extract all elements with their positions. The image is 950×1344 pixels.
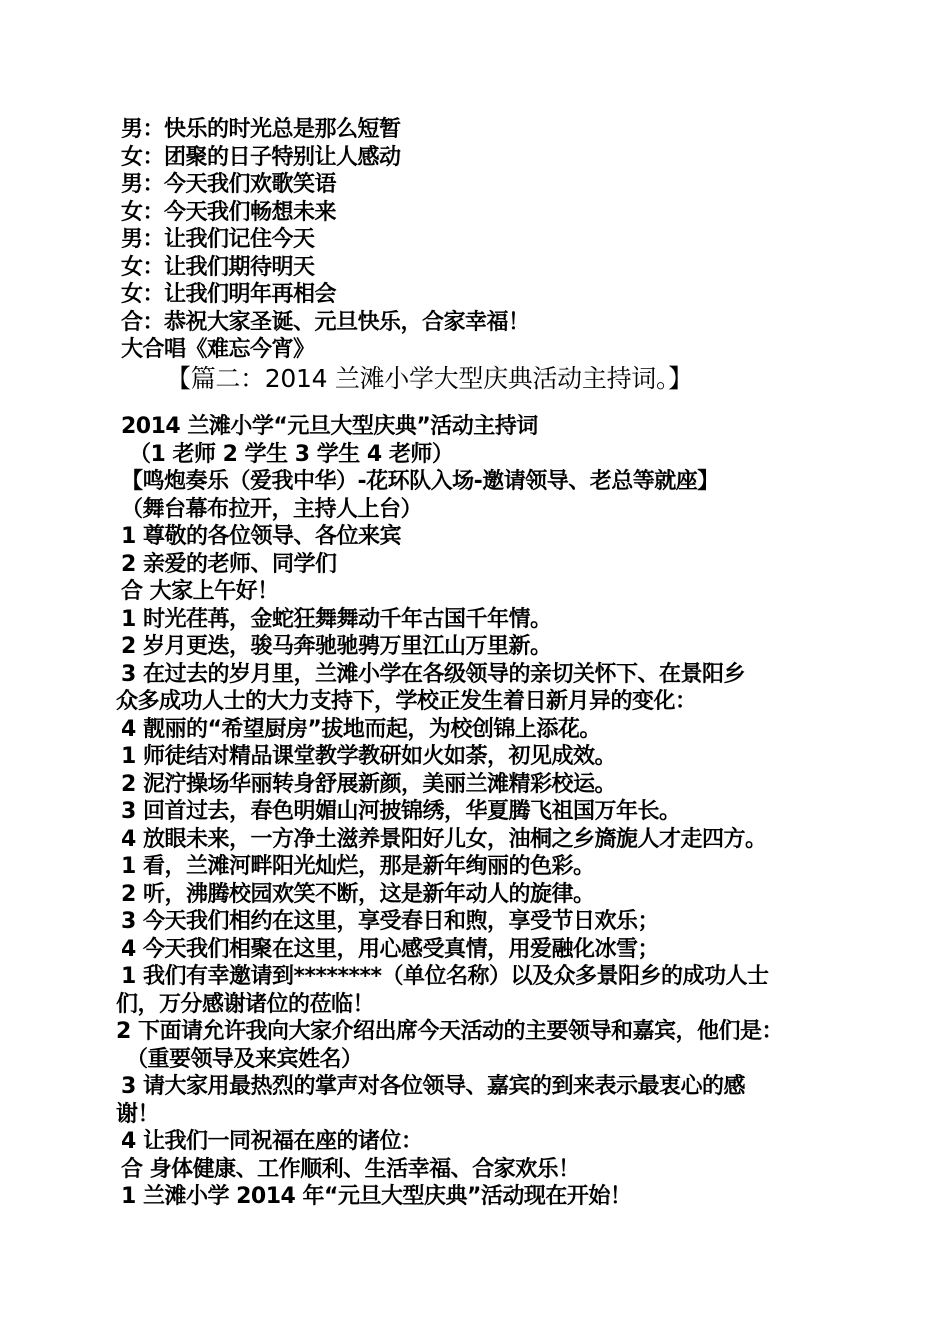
script-line: 4 今天我们相聚在这里，用心感受真情，用爱融化冰雪；	[121, 936, 659, 962]
dialogue-line: 女：今天我们畅想未来	[121, 199, 337, 225]
script-title: 2014 兰滩小学“元旦大型庆典”活动主持词	[121, 414, 538, 439]
script-line: 4 放眼未来，一方净土滋养景阳好儿女，油桐之乡旖旎人才走四方。	[121, 826, 767, 852]
script-line: （舞台幕布拉开，主持人上台）	[121, 496, 423, 522]
dialogue-line: 合：恭祝大家圣诞、元旦快乐，合家幸福！	[121, 309, 530, 335]
dialogue-line: 男：快乐的时光总是那么短暂	[121, 117, 401, 142]
dialogue-line: 大合唱《难忘今宵》	[121, 337, 315, 362]
script-line: 3 在过去的岁月里，兰滩小学在各级领导的亲切关怀下、在景阳乡	[121, 661, 745, 687]
script-line: 【鸣炮奏乐（爱我中华）-花环队入场-邀请领导、老总等就座】	[121, 469, 719, 494]
section-heading: 【篇二：2014 兰滩小学大型庆典活动主持词。】	[166, 364, 693, 393]
script-line: 1 师徒结对精品课堂教学教研如火如荼，初见成效。	[121, 744, 616, 769]
script-line: 1 我们有幸邀请到********（单位名称）以及众多景阳乡的成功人士	[121, 964, 769, 989]
script-line: 4 靓丽的“希望厨房”拔地而起，为校创锦上添花。	[121, 716, 601, 742]
script-line: 2 亲爱的老师、同学们	[121, 551, 337, 577]
dialogue-line: 女：让我们期待明天	[121, 254, 315, 280]
script-line: 2 下面请允许我向大家介绍出席今天活动的主要领导和嘉宾，他们是：	[116, 1019, 783, 1044]
script-line: 谢！	[116, 1101, 160, 1127]
script-line: 3 回首过去，春色明媚山河披锦绣，华夏腾飞祖国万年长。	[121, 799, 681, 824]
script-line: 1 兰滩小学 2014 年“元旦大型庆典”活动现在开始！	[121, 1184, 632, 1209]
script-line: 们，万分感谢诸位的莅临！	[116, 991, 375, 1017]
host-script	[0, 413, 950, 1211]
script-line: （重要领导及来宾姓名）	[126, 1046, 363, 1072]
script-line: 2 听，沸腾校园欢笑不断，这是新年动人的旋律。	[121, 881, 595, 907]
dialogue-line: 男：今天我们欢歌笑语	[121, 172, 337, 197]
closing-dialogue	[0, 116, 950, 364]
script-line: 众多成功人士的大力支持下，学校正发生着日新月异的变化：	[116, 689, 697, 714]
script-line: 合 大家上午好！	[121, 579, 279, 604]
script-line: 4 让我们一同祝福在座的诸位：	[121, 1129, 423, 1154]
dialogue-line: 女：让我们明年再相会	[121, 282, 337, 307]
script-line: 3 今天我们相约在这里，享受春日和煦，享受节日欢乐；	[121, 909, 659, 934]
script-line: 2 泥泞操场华丽转身舒展新颜，美丽兰滩精彩校运。	[121, 771, 616, 797]
script-line: 1 看，兰滩河畔阳光灿烂，那是新年绚丽的色彩。	[121, 854, 595, 879]
script-line: 1 时光荏苒，金蛇狂舞舞动千年古国千年情。	[121, 606, 552, 632]
dialogue-line: 女：团聚的日子特别让人感动	[121, 144, 401, 170]
script-line: （1 老师 2 学生 3 学生 4 老师）	[129, 441, 454, 467]
script-line: 3 请大家用最热烈的掌声对各位领导、嘉宾的到来表示最衷心的感	[121, 1074, 745, 1099]
script-line: 合 身体健康、工作顺利、生活幸福、合家欢乐！	[121, 1156, 580, 1182]
script-line: 1 尊敬的各位领导、各位来宾	[121, 524, 401, 549]
script-line: 2 岁月更迭，骏马奔驰驰骋万里江山万里新。	[121, 634, 552, 659]
dialogue-line: 男：让我们记住今天	[121, 227, 315, 252]
